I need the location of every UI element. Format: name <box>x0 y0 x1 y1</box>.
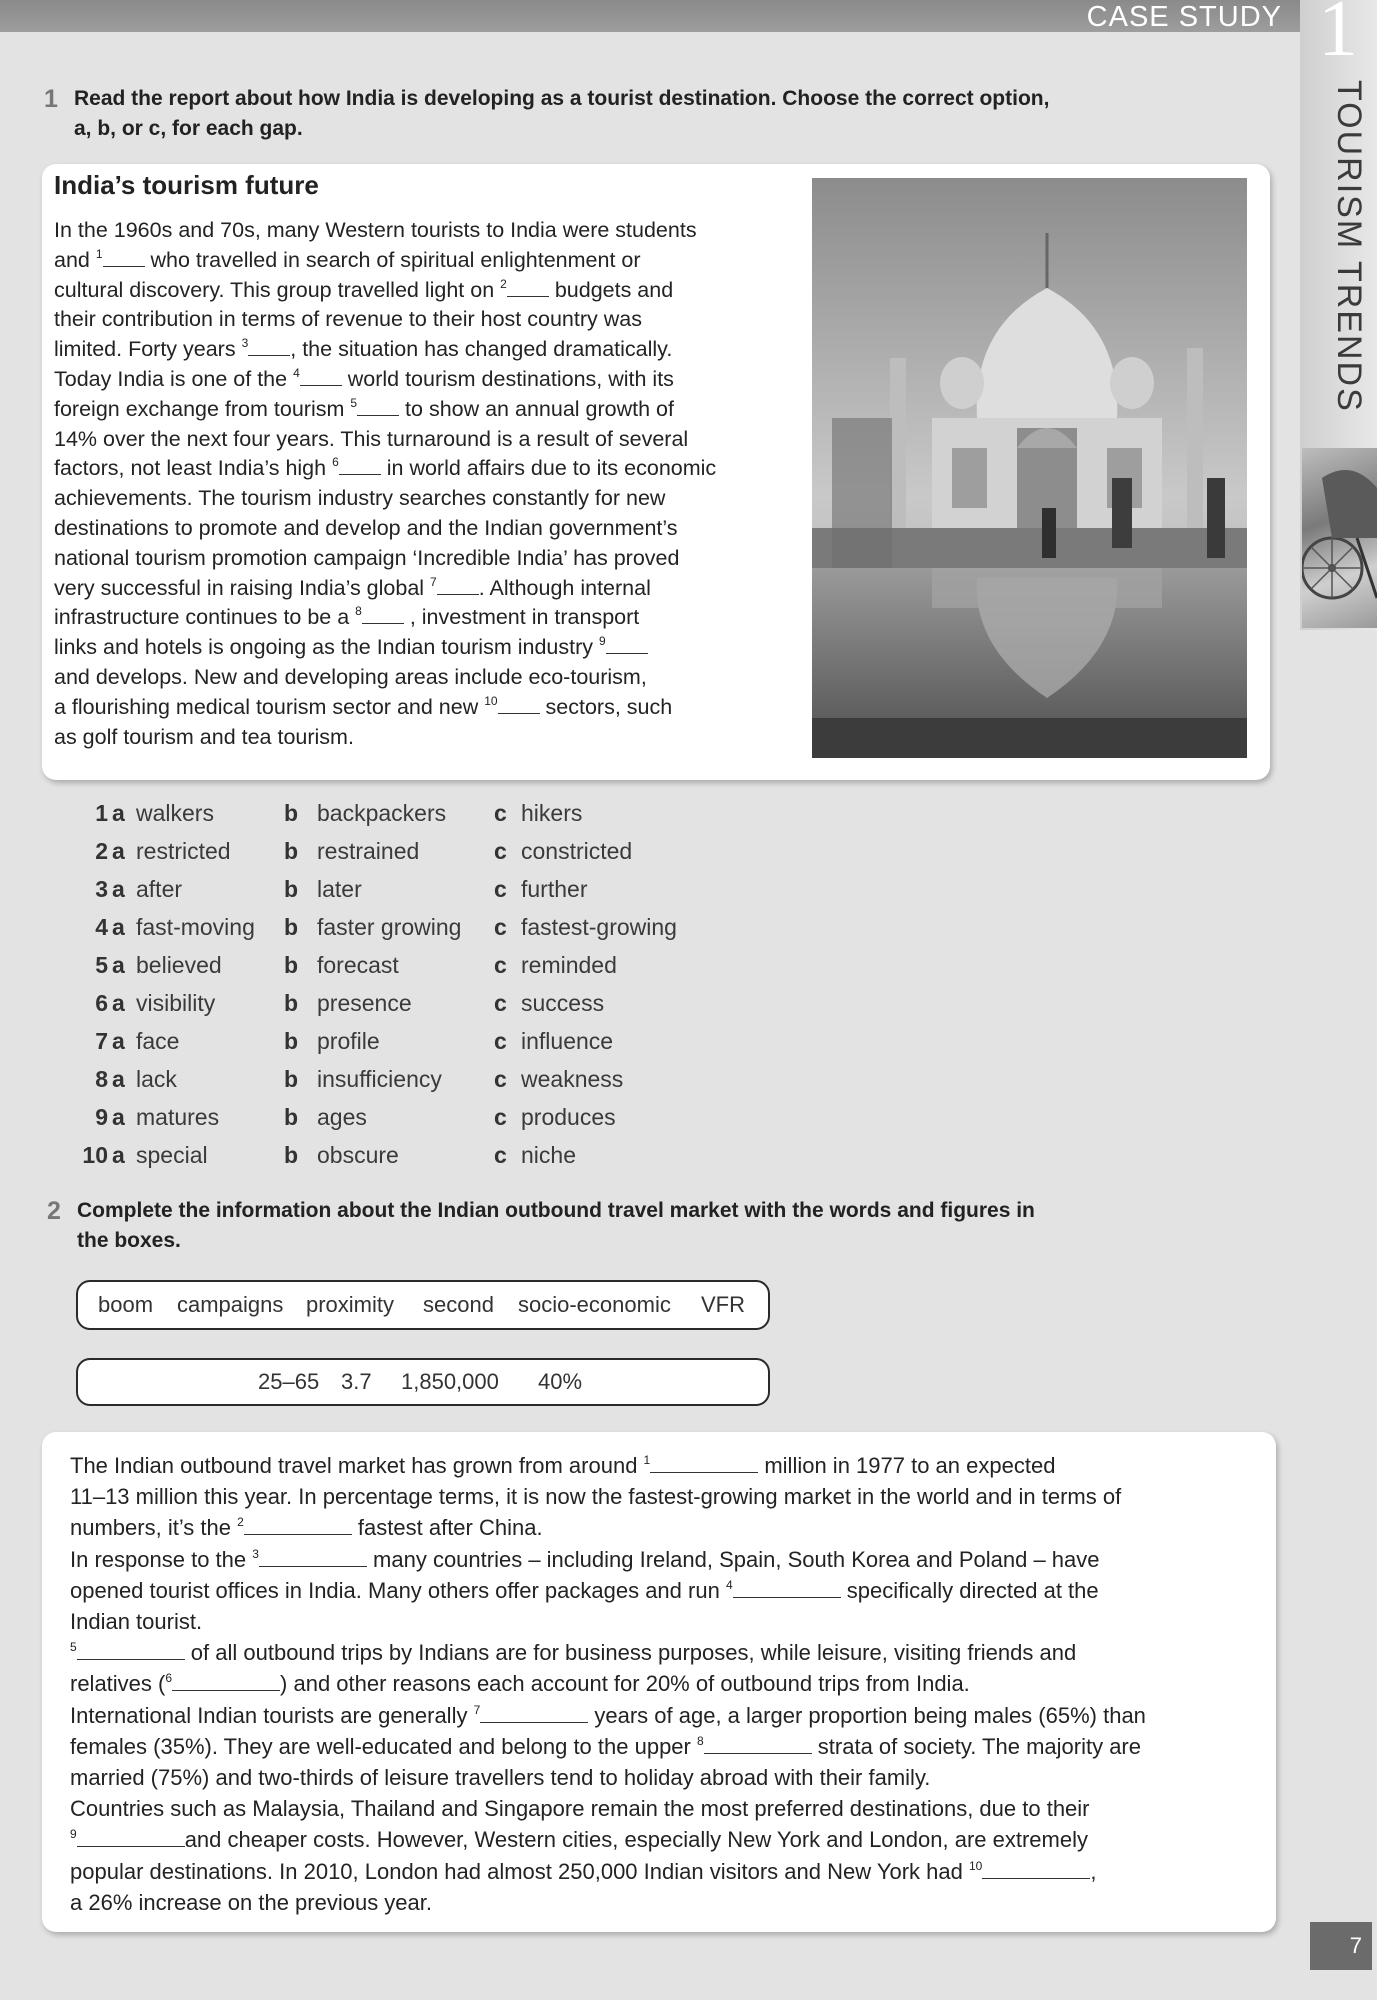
option-b[interactable]: later <box>317 876 362 902</box>
text-line <box>70 1793 1260 1824</box>
option-letter: c <box>494 1142 507 1168</box>
text-line <box>54 246 794 276</box>
text-line <box>70 1731 1260 1762</box>
gap-blank[interactable] <box>259 1550 367 1567</box>
text-segment: , investment in transport <box>403 605 640 630</box>
option-b[interactable]: insufficiency <box>317 1066 442 1092</box>
text-line <box>70 1606 1260 1637</box>
option-letter: a <box>112 990 125 1016</box>
gap-number: 8 <box>696 1733 704 1748</box>
text-line <box>54 574 794 604</box>
gap-number: 7 <box>473 1702 481 1717</box>
text-line <box>54 633 794 663</box>
text-line <box>70 1575 1260 1606</box>
gap-blank[interactable] <box>339 458 381 475</box>
option-letter: a <box>112 800 125 826</box>
option-letter: c <box>494 952 507 978</box>
option-row <box>80 1104 780 1142</box>
option-number: 10 <box>82 1142 108 1168</box>
word-option[interactable]: campaigns <box>177 1292 284 1317</box>
exercise2-instruction-line1: Complete the information about the Indian outbound travel market with the words and figures in <box>77 1199 1035 1222</box>
text-line <box>54 425 794 455</box>
option-b[interactable]: forecast <box>317 952 399 978</box>
text-segment: cultural discovery. This group travelled light on <box>54 277 501 302</box>
text-line <box>70 1856 1260 1887</box>
option-b[interactable]: obscure <box>317 1142 399 1168</box>
gap-number: 1 <box>643 1453 651 1467</box>
word-option[interactable]: proximity <box>306 1292 395 1317</box>
text-line <box>70 1762 1260 1793</box>
text-segment: 11–13 million this year. In percentage terms, it is now the fastest-growing market in the world and in terms of <box>70 1484 1122 1510</box>
option-letter: b <box>284 990 299 1016</box>
figure-option[interactable]: 1,850,000 <box>401 1369 499 1394</box>
text-segment: as golf tourism and tea tourism. <box>54 724 354 749</box>
option-letter: b <box>284 1066 299 1092</box>
option-letter: b <box>284 1104 299 1130</box>
word-option[interactable]: second <box>423 1292 494 1317</box>
text-line <box>70 1700 1260 1731</box>
text-line <box>70 1544 1260 1575</box>
unit-number: 1 <box>1318 0 1358 73</box>
text-segment: their contribution in terms of revenue to their host country was <box>54 307 642 332</box>
option-c[interactable]: fastest-growing <box>521 914 677 940</box>
gap-number: 6 <box>165 1671 173 1686</box>
text-segment: 14% over the next four years. This turnaround is a result of several <box>54 426 689 451</box>
text-segment: and <box>54 247 96 272</box>
option-b[interactable]: ages <box>317 1104 367 1130</box>
text-segment: to show an annual growth of <box>399 396 674 421</box>
text-segment: females (35%). They are well-educated and belong to the upper <box>70 1733 697 1759</box>
text-line <box>54 276 794 306</box>
text-segment: relatives ( <box>70 1671 166 1697</box>
article-body <box>54 216 794 752</box>
text-line <box>70 1481 1260 1512</box>
option-row <box>80 1028 780 1066</box>
text-segment: numbers, it’s the <box>70 1515 238 1541</box>
text-line <box>70 1450 1260 1481</box>
gap-blank[interactable] <box>77 1643 185 1660</box>
option-c[interactable]: niche <box>521 1142 576 1168</box>
text-segment: very successful in raising India’s global <box>54 575 431 600</box>
text-line <box>54 603 794 633</box>
text-segment: The Indian outbound travel market has grown from around <box>70 1453 644 1478</box>
text-segment: Today India is one of the <box>54 366 294 391</box>
option-letter: b <box>284 800 299 826</box>
exercise2-number: 2 <box>47 1197 61 1225</box>
text-line <box>70 1668 1260 1699</box>
gap-blank[interactable] <box>248 339 290 356</box>
option-c[interactable]: weakness <box>521 1066 624 1092</box>
gap-number: 5 <box>350 395 358 410</box>
text-segment: opened tourist offices in India. Many others offer packages and run <box>70 1577 726 1603</box>
option-letter: b <box>284 952 299 978</box>
text-line <box>54 216 794 246</box>
exercise1-number: 1 <box>44 85 58 113</box>
option-number: 5 <box>95 952 108 978</box>
gap-blank[interactable] <box>437 578 479 595</box>
option-row <box>80 838 780 876</box>
option-row <box>80 952 780 990</box>
option-letter: b <box>284 914 299 940</box>
text-segment: , the situation has changed dramatically. <box>290 337 673 362</box>
option-letter: b <box>284 838 299 864</box>
text-segment: a flourishing medical tourism sector and new <box>54 694 485 719</box>
text-segment: years of age, a larger proportion being males (65%) than <box>588 1702 1146 1728</box>
option-a[interactable]: restricted <box>136 838 231 864</box>
text-segment: budgets and <box>548 277 674 302</box>
gap-number: 9 <box>598 634 606 649</box>
option-c[interactable]: further <box>521 876 588 902</box>
option-a[interactable]: matures <box>136 1104 220 1130</box>
gap-number: 10 <box>968 1858 983 1873</box>
word-box <box>76 1280 770 1330</box>
option-a[interactable]: walkers <box>136 800 214 826</box>
option-letter: a <box>112 1104 125 1130</box>
gap-number: 4 <box>725 1577 733 1592</box>
option-letter: a <box>112 1066 125 1092</box>
gap-blank[interactable] <box>982 1862 1090 1879</box>
gap-blank[interactable] <box>704 1737 812 1754</box>
text-segment: in world affairs due to its economic <box>380 456 717 481</box>
text-segment: Indian tourist. <box>70 1609 203 1635</box>
gap-number: 3 <box>252 1546 259 1561</box>
option-b[interactable]: faster growing <box>317 914 462 940</box>
option-letter: a <box>112 876 125 902</box>
option-c[interactable]: reminded <box>521 952 617 978</box>
gap-number: 2 <box>237 1515 244 1530</box>
option-letter: a <box>112 838 125 864</box>
text-segment: limited. Forty years <box>54 337 242 362</box>
option-letter: c <box>494 914 507 940</box>
option-letter: c <box>494 838 507 864</box>
gap-blank[interactable] <box>244 1518 352 1535</box>
option-row <box>80 876 780 914</box>
text-segment: national tourism promotion campaign ‘Incredible India’ has proved <box>54 545 680 570</box>
gap-number: 5 <box>70 1640 77 1655</box>
exercise1-instruction-line1: Read the report about how India is developing as a tourist destination. Choose the correct option, <box>74 87 1050 110</box>
gap-blank[interactable] <box>480 1706 588 1723</box>
option-letter: c <box>494 800 507 826</box>
figure-option[interactable]: 25–65 <box>258 1369 320 1394</box>
text-segment: . Although internal <box>478 575 651 600</box>
exercise1-instruction-line2: a, b, or c, for each gap. <box>74 117 303 140</box>
text-segment: In the 1960s and 70s, many Western tourists to India were students <box>54 218 697 242</box>
figure-option[interactable]: 40% <box>538 1369 583 1394</box>
text-line <box>70 1824 1260 1855</box>
option-row <box>80 1066 780 1104</box>
gap-blank[interactable] <box>362 607 404 624</box>
option-letter: c <box>494 876 507 902</box>
gap-blank[interactable] <box>606 637 648 654</box>
gap-blank[interactable] <box>733 1581 841 1598</box>
option-letter: c <box>494 1028 507 1054</box>
option-letter: b <box>284 1028 299 1054</box>
gap-blank[interactable] <box>77 1830 185 1847</box>
rickshaw-photo <box>1302 448 1377 628</box>
option-b[interactable]: profile <box>317 1028 380 1054</box>
text-segment: who travelled in search of spiritual enlightenment or <box>144 247 641 272</box>
text-line <box>54 663 794 693</box>
text-segment: a 26% increase on the previous year. <box>70 1889 433 1915</box>
option-number: 1 <box>95 800 108 826</box>
option-a[interactable]: visibility <box>136 990 216 1016</box>
text-line <box>54 365 794 395</box>
text-segment: ) and other reasons each account for 20% of outbound trips from India. <box>280 1671 970 1697</box>
option-row <box>80 800 780 838</box>
option-a[interactable]: after <box>136 876 183 902</box>
text-line <box>54 454 794 484</box>
text-segment: world tourism destinations, with its <box>341 366 674 391</box>
option-number: 2 <box>95 838 108 864</box>
text-segment: factors, not least India’s high <box>54 456 333 481</box>
option-c[interactable]: produces <box>521 1104 616 1130</box>
option-a[interactable]: fast-moving <box>136 914 255 940</box>
option-c[interactable]: influence <box>521 1028 614 1054</box>
text-segment: sectors, such <box>539 694 673 719</box>
option-a[interactable]: face <box>136 1028 180 1054</box>
text-line <box>54 395 794 425</box>
option-row <box>80 1142 780 1180</box>
text-segment: many countries – including Ireland, Spain, South Korea and Poland – have <box>366 1546 1100 1572</box>
exercise1-instruction <box>44 84 1174 144</box>
gap-blank[interactable] <box>650 1456 758 1473</box>
text-segment: In response to the <box>70 1546 253 1572</box>
option-letter: a <box>112 952 125 978</box>
gap-number: 10 <box>484 693 498 708</box>
text-line <box>54 693 794 723</box>
word-option[interactable]: boom <box>98 1292 154 1317</box>
exercise2-instruction <box>47 1196 1177 1256</box>
option-letter: c <box>494 1104 507 1130</box>
option-b[interactable]: restrained <box>317 838 420 864</box>
gap-number: 4 <box>293 365 300 380</box>
gap-blank[interactable] <box>300 369 342 386</box>
option-c[interactable]: hikers <box>521 800 583 826</box>
page-number: 7 <box>1310 1922 1372 1970</box>
text-line <box>54 484 794 514</box>
figure-box <box>76 1358 770 1406</box>
gap-number: 7 <box>430 574 437 589</box>
text-line <box>54 544 794 574</box>
text-segment: strata of society. The majority are <box>811 1733 1141 1759</box>
option-letter: a <box>112 1142 125 1168</box>
text-segment: and cheaper costs. However, Western cities, especially New York and London, are extremely <box>184 1827 1088 1853</box>
text-line <box>54 723 794 753</box>
option-b[interactable]: presence <box>317 990 412 1016</box>
option-number: 9 <box>95 1104 108 1130</box>
text-segment: infrastructure continues to be a <box>54 605 356 630</box>
text-line <box>54 305 794 335</box>
gap-blank[interactable] <box>498 697 540 714</box>
option-number: 6 <box>95 990 108 1016</box>
option-number: 8 <box>95 1066 108 1092</box>
option-letter: c <box>494 990 507 1016</box>
article-title: India’s tourism future <box>54 170 319 200</box>
info-body <box>70 1450 1260 1918</box>
text-segment: married (75%) and two-thirds of leisure travellers tend to holiday abroad with their family. <box>70 1765 931 1791</box>
text-line <box>70 1887 1260 1918</box>
gap-number: 3 <box>241 336 249 351</box>
option-letter: a <box>112 1028 125 1054</box>
option-letter: a <box>112 914 125 940</box>
gap-blank[interactable] <box>357 399 399 416</box>
text-segment: Countries such as Malaysia, Thailand and Singapore remain the most preferred destinations, due to their <box>70 1796 1090 1822</box>
option-a[interactable]: lack <box>136 1066 177 1092</box>
option-a[interactable]: special <box>136 1142 208 1168</box>
text-segment: of all outbound trips by Indians are for business purposes, while leisure, visiting friends and <box>184 1640 1077 1666</box>
text-segment: million in 1977 to an expected <box>758 1453 1056 1478</box>
gap-blank[interactable] <box>172 1674 280 1691</box>
text-segment: destinations to promote and develop and the Indian government’s <box>54 515 678 540</box>
option-a[interactable]: believed <box>136 952 222 978</box>
option-number: 4 <box>95 914 108 940</box>
option-c[interactable]: constricted <box>521 838 633 864</box>
option-letter: b <box>284 876 299 902</box>
taj-mahal-photo <box>812 178 1247 758</box>
gap-number: 1 <box>95 246 103 261</box>
gap-blank[interactable] <box>103 250 145 267</box>
text-segment: International Indian tourists are generally <box>70 1702 474 1728</box>
option-row <box>80 914 780 952</box>
option-number: 7 <box>95 1028 108 1054</box>
unit-title: TOURISM TRENDS <box>1330 80 1368 413</box>
text-segment: popular destinations. In 2010, London had almost 250,000 Indian visitors and New York had <box>70 1858 969 1884</box>
word-option[interactable]: VFR <box>701 1292 745 1317</box>
option-letter: c <box>494 1066 507 1092</box>
gap-number: 2 <box>500 276 507 291</box>
word-option[interactable]: socio-economic <box>518 1292 671 1317</box>
text-segment: specifically directed at the <box>840 1577 1099 1603</box>
text-line <box>54 335 794 365</box>
option-c[interactable]: success <box>521 990 605 1016</box>
gap-number: 8 <box>355 604 362 619</box>
text-segment: fastest after China. <box>351 1515 543 1541</box>
option-number: 3 <box>95 876 108 902</box>
option-letter: b <box>284 1142 299 1168</box>
option-row <box>80 990 780 1028</box>
text-segment: , <box>1090 1858 1097 1884</box>
text-line <box>70 1512 1260 1543</box>
gap-number: 9 <box>70 1827 77 1842</box>
gap-blank[interactable] <box>507 280 549 297</box>
section-label: CASE STUDY <box>1086 1 1282 33</box>
text-segment: foreign exchange from tourism <box>54 396 351 421</box>
text-line <box>54 514 794 544</box>
text-segment: links and hotels is ongoing as the Indian tourism industry <box>54 635 599 660</box>
text-segment: achievements. The tourism industry searches constantly for new <box>54 486 666 511</box>
exercise2-instruction-line2: the boxes. <box>77 1229 181 1252</box>
text-segment: and develops. New and developing areas include eco-tourism, <box>54 664 647 689</box>
text-line <box>70 1637 1260 1668</box>
gap-number: 6 <box>332 455 339 470</box>
option-b[interactable]: backpackers <box>317 800 447 826</box>
figure-option[interactable]: 3.7 <box>341 1369 372 1394</box>
